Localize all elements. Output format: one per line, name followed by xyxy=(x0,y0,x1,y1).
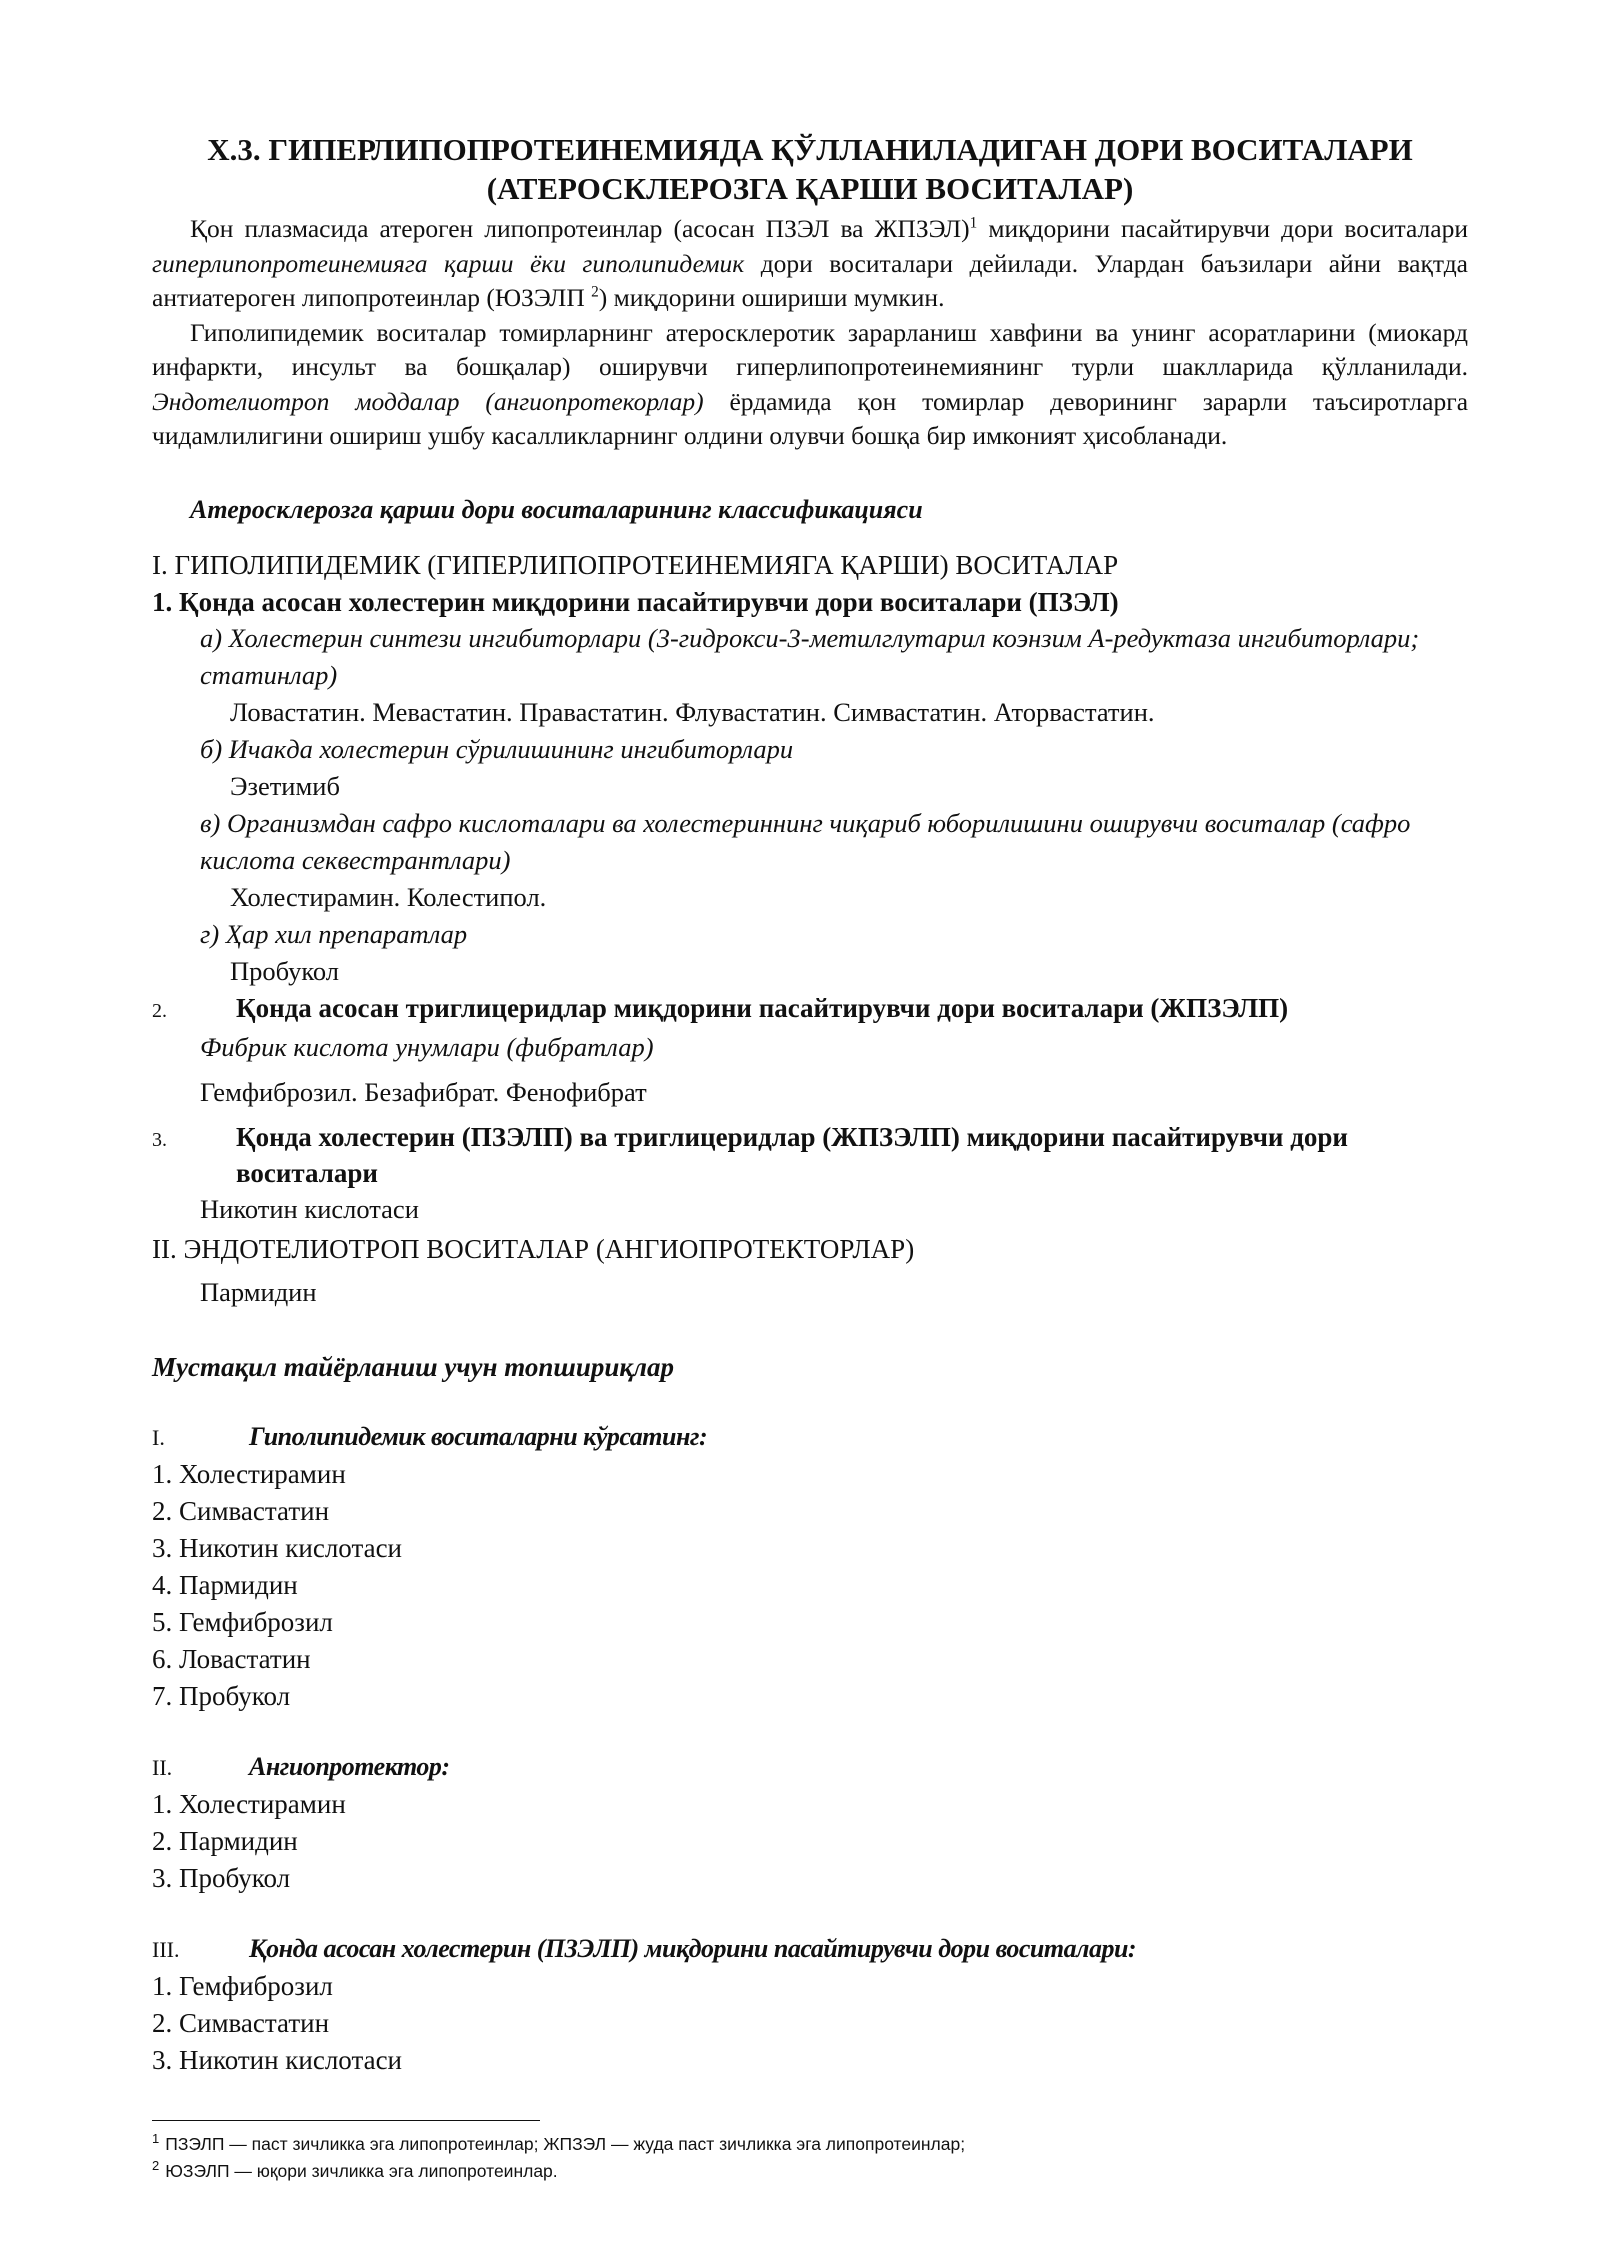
section-1-title: I. ГИПОЛИПИДЕМИК (ГИПЕРЛИПОПРОТЕИНЕМИЯГА ҚАРШИ) ВОСИТАЛАР xyxy=(152,549,1119,580)
group-2-subtitle: Фибрик кислота унумлари (фибратлар) xyxy=(200,1031,654,1062)
subgroup-c: в) Организмдан сафро кислоталари ва холестериннинг чиқариб юборилишини оширувчи воситалар (сафро кислота секвестрантлари) xyxy=(200,807,1411,875)
option-item: 2. Симвастатин xyxy=(152,2007,330,2038)
question-3-options xyxy=(152,1968,1468,2079)
drugs-c: Холестирамин. Колестипол. xyxy=(230,881,547,912)
option-item: 4. Пармидин xyxy=(152,1569,298,1600)
question-3-text: Қонда асосан холестерин (ПЗЭЛП) миқдорини пасайтирувчи дори воситалари: xyxy=(249,1933,1137,1963)
footnote-2 xyxy=(152,2155,1452,2182)
group-1-title: 1. Қонда асосан холестерин миқдорини пасайтирувчи дори воситалари (ПЗЭЛ) xyxy=(152,586,1119,617)
option-item: 3. Никотин кислотаси xyxy=(152,1532,403,1563)
intro-p2-italic: Эндотелиотроп моддалар (ангиопротекорлар) xyxy=(152,386,704,416)
drugs-a: Ловастатин. Мевастатин. Правастатин. Флувастатин. Симвастатин. Аторвастатин. xyxy=(230,696,1155,727)
section-2-drugs: Пармидин xyxy=(200,1276,317,1307)
footnote-1 xyxy=(152,2128,1452,2155)
tasks-heading: Мустақил тайёрланиш учун топшириқлар xyxy=(152,1351,674,1382)
option-item: 1. Холестирамин xyxy=(152,1458,346,1489)
question-3-number: III. xyxy=(152,1936,180,1962)
intro-p1-text-b: миқдорини пасайтирувчи дори воситалари xyxy=(977,214,1468,243)
question-2-options xyxy=(152,1786,1468,1897)
subgroup-a: а) Холестерин синтези ингибиторлари (3-гидрокси-3-метилглутарил коэнзим А-редуктаза ингибиторлари; статинлар) xyxy=(200,622,1420,690)
footnote-2-text: ЮЗЭЛП — юқори зичликка эга липопротеинлар. xyxy=(165,2160,558,2181)
option-item: 2. Пармидин xyxy=(152,1825,298,1856)
option-item: 3. Пробукол xyxy=(152,1862,291,1893)
group-3-number: 3. xyxy=(152,1128,167,1151)
question-2-text: Ангиопротектор: xyxy=(249,1751,450,1781)
intro-p1-text-a: Қон плазмасида атероген липопротеинлар (асосан ПЗЭЛ ва ЖПЗЭЛ) xyxy=(190,214,970,243)
option-item: 7. Пробукол xyxy=(152,1680,291,1711)
option-item: 2. Симвастатин xyxy=(152,1495,330,1526)
question-2 xyxy=(152,1749,1468,1786)
subgroup-b: б) Ичакда холестерин сўрилишининг ингибиторлари xyxy=(200,733,794,764)
intro-p1-text-c: дори воситалари дейилади. Улардан баъзилари айни вақтда антиатероген липопротеинлар (ЮЗЭЛП xyxy=(152,248,1468,312)
question-2-number: II. xyxy=(152,1754,173,1780)
option-item: 5. Гемфиброзил xyxy=(152,1606,333,1637)
intro-p2-text-a: Гиполипидемик воситалар томирларнинг атеросклеротик зарарланиш хавфини ва унинг асоратларини (миокард инфаркти, инсульт ва бошқалар) оширувчи гиперлипопротеинемиянинг турли шаклларида қўлланилади. xyxy=(152,317,1468,381)
title-line-1: X.3. ГИПЕРЛИПОПРОТЕИНЕМИЯДА ҚЎЛЛАНИЛАДИГАН ДОРИ ВОСИТАЛАРИ xyxy=(207,132,1413,167)
title-line-2: (АТЕРОСКЛЕРОЗГА ҚАРШИ ВОСИТАЛАР) xyxy=(486,171,1134,206)
option-item: 1. Холестирамин xyxy=(152,1788,346,1819)
intro-p2-text-b: ёрдамида қон томирлар деворининг зарарли таъсиротларга чидамлилигини ошириш ушбу касалликларнинг олдини олувчи бошқа бир имконият ҳисобланади. xyxy=(152,386,1469,450)
footnote-ref-1: 1 xyxy=(969,214,978,232)
option-item: 6. Ловастатин xyxy=(152,1643,311,1674)
group-2-row xyxy=(152,990,1468,1029)
drugs-d: Пробукол xyxy=(230,955,340,986)
subgroup-d: г) Ҳар хил препаратлар xyxy=(200,918,468,949)
group-3-drugs: Никотин кислотаси xyxy=(200,1193,419,1224)
footnote-divider xyxy=(152,2120,540,2121)
section-2-title: II. ЭНДОТЕЛИОТРОП ВОСИТАЛАР (АНГИОПРОТЕКТОРЛАР) xyxy=(152,1233,915,1264)
intro-p1-italic: гиперлипопротеинемияга қарши ёки гиполипидемик xyxy=(152,248,745,278)
group-3-row xyxy=(152,1119,1468,1191)
footnote-1-text: ПЗЭЛП — паст зичликка эга липопротеинлар; ЖПЗЭЛ — жуда паст зичликка эга липопротеинлар; xyxy=(165,2133,966,2154)
question-1 xyxy=(152,1419,1468,1456)
page-title xyxy=(152,130,1468,208)
intro-text xyxy=(152,212,1468,454)
intro-paragraph-1 xyxy=(152,212,1468,316)
question-1-options xyxy=(152,1456,1468,1715)
group-3-title: Қонда холестерин (ПЗЭЛП) ва триглицеридлар (ЖПЗЭЛП) миқдорини пасайтирувчи дори воситалари xyxy=(236,1121,1348,1188)
footnote-1-number: 1 xyxy=(152,2131,160,2146)
classification-heading: Атеросклерозга қарши дори воситаларининг классификацияси xyxy=(190,494,923,524)
footnotes xyxy=(152,2128,1452,2182)
group-2-number: 2. xyxy=(152,999,167,1022)
question-3 xyxy=(152,1931,1468,1968)
option-item: 1. Гемфиброзил xyxy=(152,1970,333,2001)
footnote-2-number: 2 xyxy=(152,2157,160,2173)
drugs-b: Эзетимиб xyxy=(230,770,340,801)
option-item: 3. Никотин кислотаси xyxy=(152,2044,403,2075)
question-1-number: I. xyxy=(152,1424,165,1450)
group-2-title: Қонда асосан триглицеридлар миқдорини пасайтирувчи дори воситалари (ЖПЗЭЛП) xyxy=(236,992,1289,1023)
group-2-drugs: Гемфиброзил. Безафибрат. Фенофибрат xyxy=(200,1076,647,1107)
intro-p1-text-d: ) миқдорини ошириши мумкин. xyxy=(598,283,945,312)
intro-paragraph-2 xyxy=(152,316,1468,454)
footnote-ref-2: 2 xyxy=(591,283,599,301)
question-1-text: Гиполипидемик воситаларни кўрсатинг: xyxy=(249,1421,708,1451)
